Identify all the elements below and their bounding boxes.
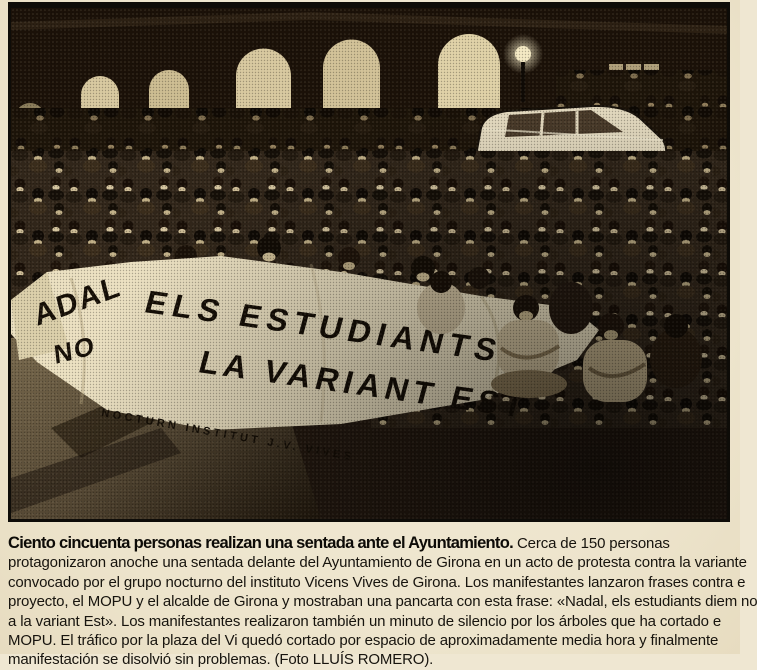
protest-photo [8,2,730,522]
caption [8,534,757,669]
caption-line: proyecto, el MOPU y el alcalde de Girona y mostraban una pancarta con esta frase: «Nadal, els estudiants diem no [8,593,757,611]
protest-photo-scene [11,8,727,519]
caption-line: manifestación se disolvió sin problemas. (Foto LLUÍS ROMERO). [8,651,434,669]
caption-lead-rest: Cerca de 150 personas [512,535,670,552]
caption-headline: Ciento cincuenta personas realizan una sentada ante el Ayuntamiento. [8,534,513,552]
caption-lead-line [8,534,735,553]
caption-line: a la variant Est». Los manifestantes realizaron también un minuto de silencio por los árboles que ha cortado e [8,612,722,630]
caption-line: protagonizaron anoche una sentada delante del Ayuntamiento de Girona en un acto de protesta contra la variante [8,554,747,572]
vignette [11,8,727,519]
caption-line: MOPU. El tráfico por la plaza del Vi quedó cortado por espacio de aproximadamente media hora y finalmente [8,632,719,650]
caption-line: convocado por el grupo nocturno del instituto Vicens Vives de Girona. Los manifestantes lanzaron frases contra e [8,573,746,591]
